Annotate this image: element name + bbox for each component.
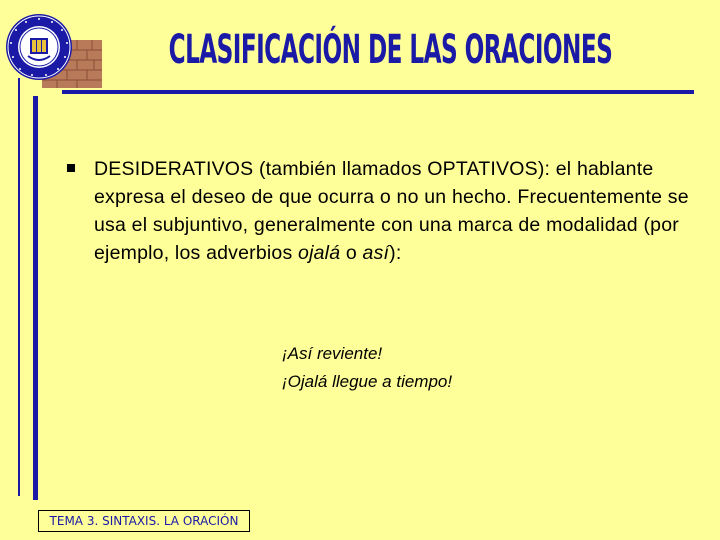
term-ojala: ojalá xyxy=(298,242,341,264)
square-bullet-icon xyxy=(67,164,75,172)
footer-label: TEMA 3. SINTAXIS. LA ORACIÓN xyxy=(38,510,250,532)
title-underline xyxy=(62,90,694,94)
term-asi: así xyxy=(362,242,390,264)
slide-title-text: CLASIFICACIÓN DE LAS ORACIONES xyxy=(168,27,612,73)
example-sentence: ¡Ojalá llegue a tiempo! xyxy=(282,372,453,391)
bullet-text xyxy=(94,155,694,267)
example-sentence: ¡Así reviente! xyxy=(282,344,383,363)
left-decorative-line xyxy=(18,78,20,496)
bullet-text-end: ): xyxy=(389,242,402,264)
slide-title xyxy=(168,24,612,76)
university-seal-icon xyxy=(2,10,102,90)
bullet-text-main: DESIDERATIVOS (también llamados OPTATIVOS): el hablante expresa el deseo de que ocurra o no un hecho. Frecuentemente se usa el subjuntivo, generalmente con una marca de modalidad (por ejemplo, los adverbios xyxy=(94,158,689,264)
bullet-text-conj: o xyxy=(340,242,363,264)
left-decorative-bar xyxy=(33,96,38,500)
